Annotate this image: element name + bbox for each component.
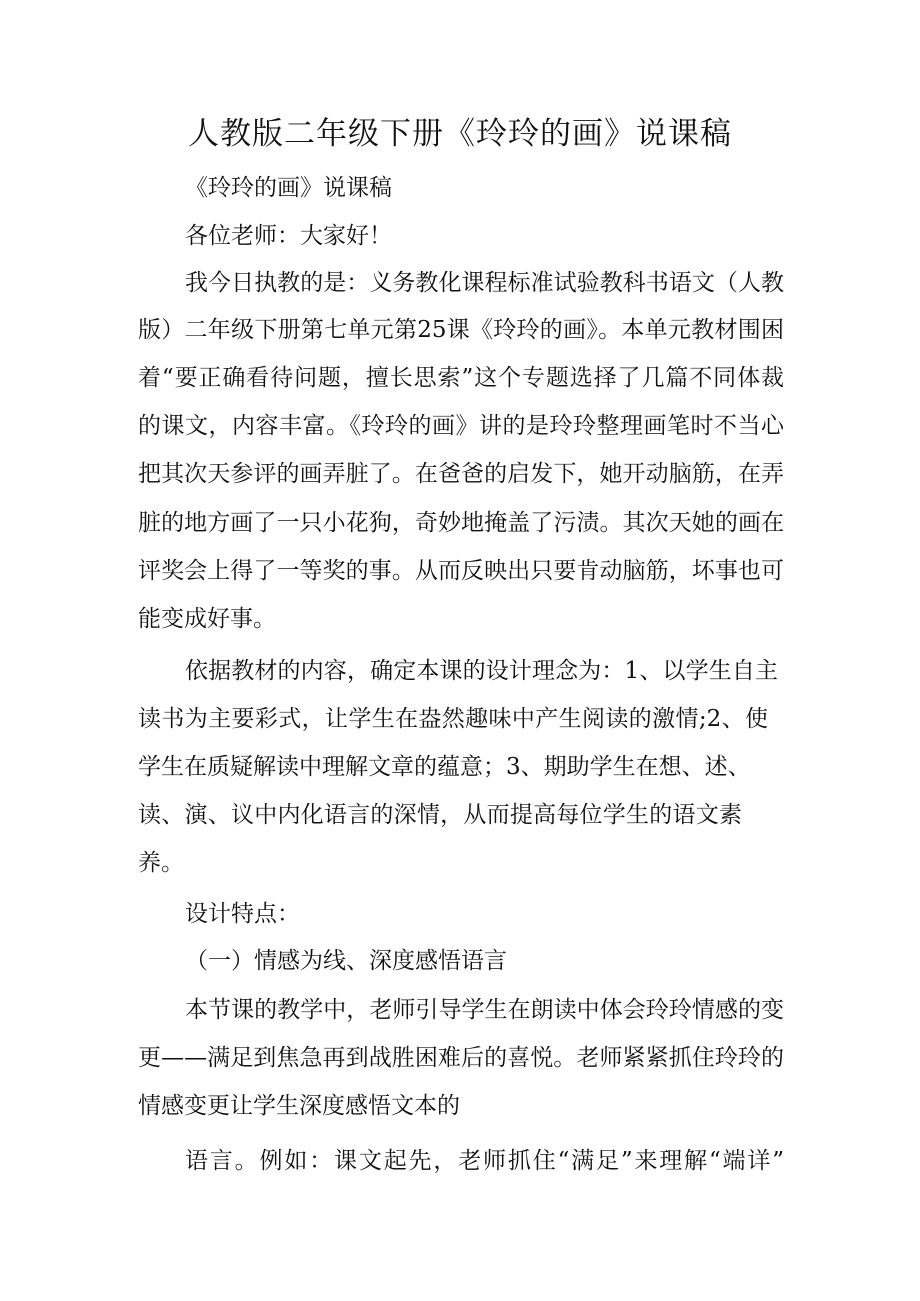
paragraph-line: 版）二年级下册第七单元第25课《玲玲的画》。本单元教材围困 [138, 317, 784, 343]
paragraph-line: 学生在质疑解读中理解文章的蕴意；3、期助学生在想、述、 [138, 754, 751, 780]
paragraph-line: 本节课的教学中，老师引导学生在朗读中体会玲玲情感的变 [185, 997, 784, 1023]
subsection-heading: （一）情感为线、深度感悟语言 [185, 948, 507, 974]
paragraph-line: 把其次天参评的画弄脏了。在爸爸的启发下，她开动脑筋，在弄 [138, 461, 784, 487]
greeting-line: 各位老师：大家好！ [185, 223, 392, 249]
paragraph-line: 脏的地方画了一只小花狗，奇妙地掩盖了污渍。其次天她的画在 [138, 510, 784, 536]
section-heading: 设计特点： [185, 901, 300, 927]
paragraph-line: 依据教材的内容，确定本课的设计理念为：1、以学生自主 [185, 658, 778, 684]
paragraph-line: 着“要正确看待问题，擅长思索”这个专题选择了几篇不同体裁 [138, 365, 784, 391]
paragraph-line: 语言。例如：课文起先，老师抓住“满足”来理解“端详” [185, 1148, 784, 1174]
paragraph-line: 读书为主要彩式，让学生在盎然趣味中产生阅读的激情;2、使 [138, 706, 768, 732]
subtitle-line: 《玲玲的画》说课稿 [185, 175, 392, 201]
paragraph-line: 情感变更让学生深度感悟文本的 [138, 1093, 460, 1119]
document-title: 人教版二年级下册《玲玲的画》说课稿 [188, 116, 732, 152]
paragraph-line: 养。 [138, 850, 184, 876]
paragraph-line: 评奖会上得了一等奖的事。从而反映出只要肯动脑筋，坏事也可 [138, 558, 784, 584]
paragraph-line: 的课文，内容丰富。《玲玲的画》讲的是玲玲整理画笔时不当心 [138, 413, 784, 439]
paragraph-line: 读、演、议中内化语言的深情，从而提高每位学生的语文素 [138, 802, 742, 828]
paragraph-line: 能变成好事。 [138, 606, 276, 632]
paragraph-line: 我今日执教的是：义务教化课程标准试验教科书语文（人教 [185, 270, 784, 296]
paragraph-line: 更——满足到焦急再到战胜困难后的喜悦。老师紧紧抓住玲玲的 [138, 1045, 784, 1071]
